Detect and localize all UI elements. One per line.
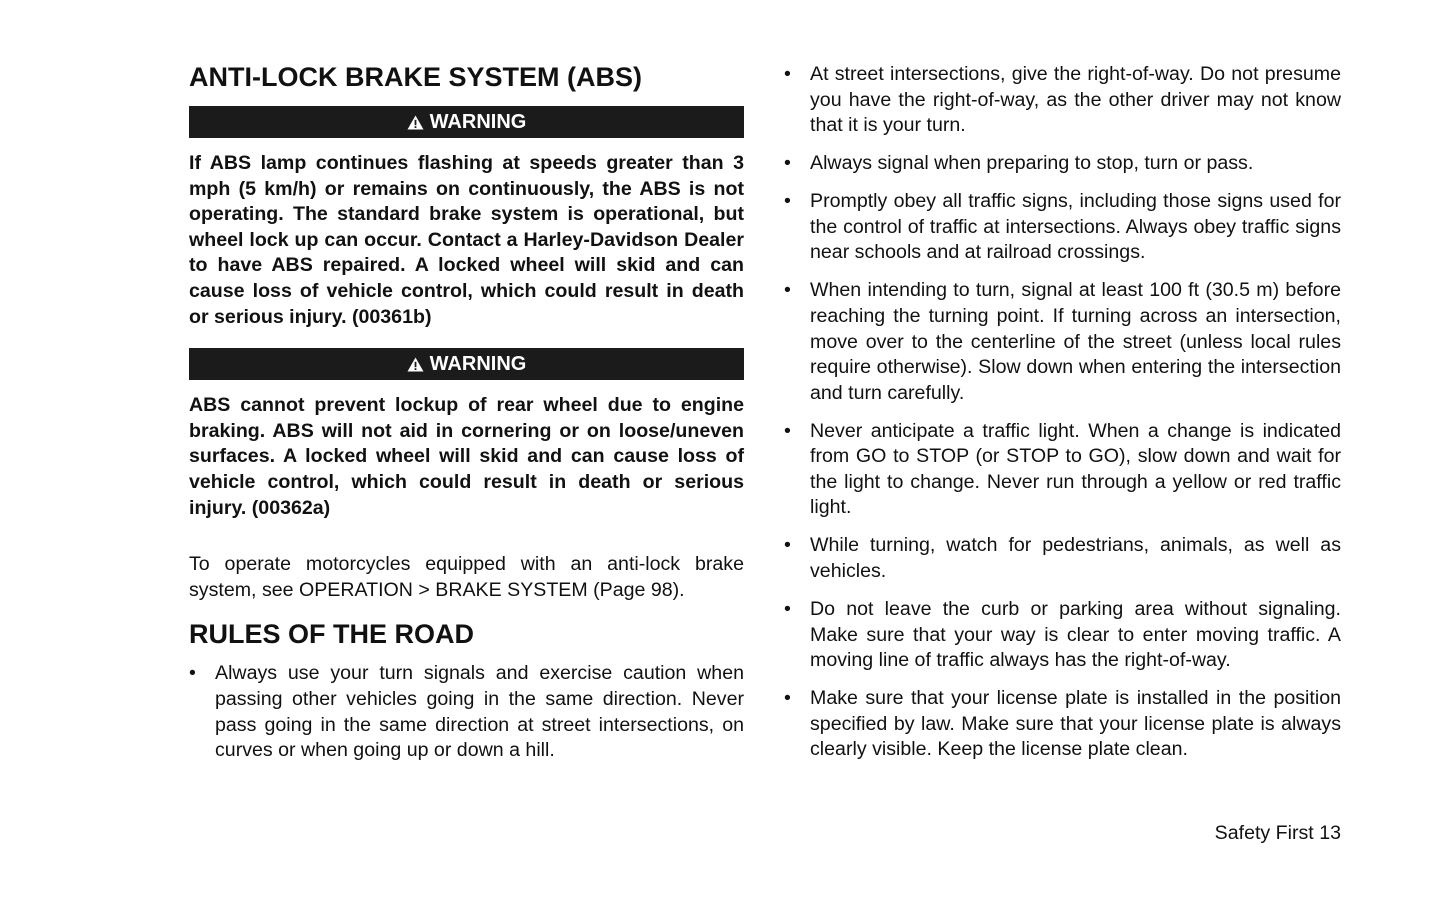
bullet-marker: • — [784, 598, 791, 621]
list-item-text: Promptly obey all traffic signs, including those signs used for the control of traffic at intersections. Always obey traffic signs near schools and at railroad crossings. — [810, 190, 1341, 264]
right-column — [784, 62, 1341, 775]
warning-text-1: If ABS lamp continues flashing at speeds greater than 3 mph (5 km/h) or remains on continuously, the ABS is not operating. The standard brake system is operational, but wheel lock up can occur. Contact a Harley-Davidson Dealer to have ABS repaired. A locked wheel will skid and can cause loss of vehicle control, which could result in death or serious injury. (00361b) — [189, 152, 744, 328]
list-item-text: Always signal when preparing to stop, turn or pass. — [810, 152, 1254, 175]
rules-list-right — [784, 62, 1341, 763]
list-item — [784, 62, 1341, 139]
warning-triangle-icon — [407, 357, 424, 372]
list-item — [784, 686, 1341, 763]
list-item — [784, 189, 1341, 266]
list-item-text: When intending to turn, signal at least 100 ft (30.5 m) before reaching the turning point. If turning across an intersection, move over to the centerline of the street (unless local rules require otherwise). Slow down when entering the intersection and turn carefully. — [810, 279, 1341, 404]
bullet-marker: • — [784, 63, 791, 85]
list-item-text: Make sure that your license plate is installed in the position specified by law. Make sure that your license plate is always clearly visible. Keep the license plate clean. — [810, 687, 1341, 761]
rules-section-title: RULES OF THE ROAD — [189, 619, 475, 650]
bullet-marker: • — [784, 419, 791, 442]
left-column — [189, 60, 744, 764]
warning-banner-1 — [189, 106, 744, 138]
bullet-marker: • — [189, 662, 196, 685]
list-item-text: At street intersections, give the right-of-way. Do not presume you have the right-of-way, as the other driver may not know that it is your turn. — [810, 63, 1341, 137]
abs-section-title: ANTI-LOCK BRAKE SYSTEM (ABS) — [189, 62, 642, 92]
list-item — [784, 278, 1341, 406]
bullet-marker: • — [784, 687, 791, 710]
rules-list-left — [189, 661, 744, 763]
list-item — [189, 661, 744, 763]
warning-label: WARNING — [429, 110, 527, 133]
list-item-text: Always use your turn signals and exercise caution when passing other vehicles going in the same direction. Never pass going in the same direction at street intersections, on curves or when going up or down a hill. — [215, 662, 744, 762]
warning-text-2: ABS cannot prevent lockup of rear wheel due to engine braking. ABS will not aid in cornering or on loose/uneven surfaces. A locked wheel will skid and can cause loss of vehicle control, which could result in death or serious injury. (00362a) — [189, 394, 744, 519]
page-footer: Safety First 13 — [1214, 822, 1341, 844]
bullet-marker: • — [784, 190, 791, 213]
bullet-marker: • — [784, 534, 791, 557]
list-item — [784, 597, 1341, 674]
list-item-text: Do not leave the curb or parking area without signaling. Make sure that your way is clear to enter moving traffic. A moving line of traffic always has the right-of-way. — [810, 598, 1341, 672]
warning-label: WARNING — [429, 352, 527, 375]
list-item — [784, 419, 1341, 521]
warning-banner-2 — [189, 348, 744, 380]
abs-operation-note: To operate motorcycles equipped with an anti-lock brake system, see OPERATION > BRAKE SYSTEM (Page 98). — [189, 553, 744, 601]
bullet-marker: • — [784, 152, 791, 175]
bullet-marker: • — [784, 279, 791, 302]
list-item-text: While turning, watch for pedestrians, animals, as well as vehicles. — [810, 534, 1341, 583]
list-item — [784, 533, 1341, 584]
list-item-text: Never anticipate a traffic light. When a change is indicated from GO to STOP (or STOP to GO), slow down and wait for the light to change. Never run through a yellow or red traffic light. — [810, 419, 1341, 519]
list-item — [784, 151, 1341, 177]
warning-triangle-icon — [407, 115, 424, 130]
